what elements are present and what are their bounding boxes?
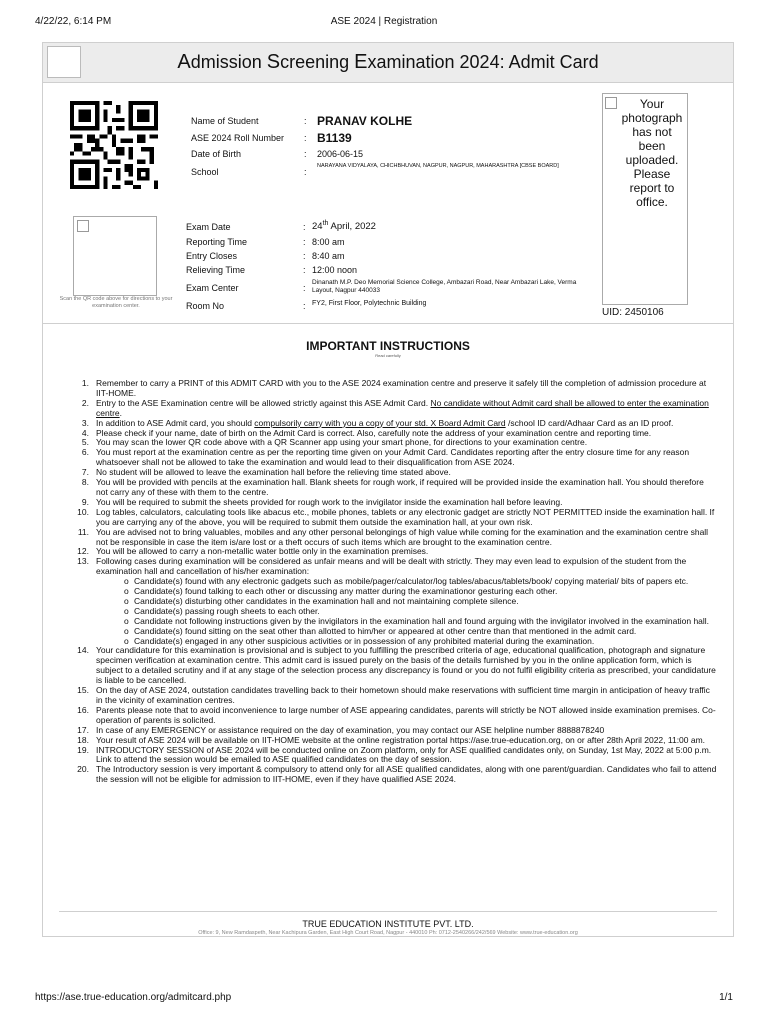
date-of-birth: 2006-06-15 <box>317 149 364 159</box>
unfair-means-list <box>96 577 717 646</box>
list-item: 12. You will be allowed to carry a non-metallic water bottle only in the examination premises. <box>77 546 429 557</box>
print-url[interactable]: https://ase.true-education.org/admitcard.php <box>35 992 232 1003</box>
list-item: 10. Log tables, calculators, calculating tools like abacus etc., mobile phones, tablets or any electronic gadget are strictly NOT PERMITTED inside the examination hall. If you are carrying any of the above, you will be required to submit them outside the examination hall, at your own risk. <box>77 506 715 527</box>
list-item: o Candidate(s) disturbing other candidates in the examination hall and not maintaining complete silence. <box>124 595 519 606</box>
print-page-number: 1/1 <box>719 992 733 1003</box>
entry-closes: 8:40 am <box>312 251 345 261</box>
roll-number: B1139 <box>317 131 352 145</box>
list-item: 18. Your result of ASE 2024 will be available on IIT-HOME website at the online registration portal https://ase.true-education.org, on or after 28th April 2022, 11:00 am. <box>77 734 706 745</box>
card-title: Admission Screening Examination 2024: Admit Card <box>177 51 599 73</box>
print-datetime: 4/22/22, 6:14 PM <box>35 16 112 27</box>
print-doc-title: ASE 2024 | Registration <box>330 16 438 27</box>
list-item: 14. Your candidature for this examination is provisional and is subject to you fulfilling the prescribed criteria of age, educational qualification, photograph and signature specimen verification at examination centre. This admit card is issued purely on the basis of the details furnished by you in the online application form, which is subject to a detailed scrutiny and if at any stage of the selection process any discrepancy is found or you do not fulfil eligibility criteria as prescribed, your candidature is liable to be cancelled. <box>77 645 716 686</box>
school-name: NARAYANA VIDYALAYA, CHICHBHUVAN, NAGPUR, NAGPUR, MAHARASHTRA [CBSE BOARD] <box>317 163 559 169</box>
uid: UID: 2450106 <box>602 307 664 318</box>
list-item: 8. You will be provided with pencils at the examination hall. Blank sheets for rough work, if required will be provided inside the examination hall. You should therefore not carry any of these with them to the centre. <box>81 477 704 497</box>
list-item: o Candidate(s) found sitting on the seat other than allotted to him/her or appeared at other centre than that mentioned in the admit card. <box>124 625 637 636</box>
list-item: 4. Please check if your name, date of birth on the Admit Card is correct. Also, carefully note the address of your examination centre and reporting time. <box>81 427 652 438</box>
list-item: o Candidate(s) passing rough sheets to each other. <box>124 605 320 616</box>
relieving-time: 12:00 noon <box>312 265 358 275</box>
print-header <box>35 16 733 30</box>
title-bar <box>43 43 733 83</box>
list-item: 6. You must report at the examination centre as per the reporting time given on your Admit Card. Candidates reporting after the entry closure time for any reason whatsoever shall not be allowed to take the examination and would lead to their disqualification from ASE 2024. <box>81 447 690 468</box>
instructions-subtitle: Read carefully <box>375 353 401 358</box>
row-school: School : NARAYANA VIDYALAYA, CHICHBHUVAN, NAGPUR, NAGPUR, MAHARASHTRA [CBSE BOARD] <box>191 163 591 181</box>
room-no: FY2, First Floor, Polytechnic Building <box>312 300 427 307</box>
exam-center: Dinanath M.P. Deo Memorial Science College, Ambazari Road, Near Ambazari Lake, Verma Layout, Nagpur 440033 <box>312 279 577 294</box>
broken-image-icon <box>605 97 617 109</box>
company-name: TRUE EDUCATION INSTITUTE PVT. LTD. <box>302 919 474 929</box>
list-item: 16. Parents please note that to avoid inconvenience to large number of ASE appearing candidates, parents will strictly be NOT allowed inside examination premises. Co-operation of parents is solicited. <box>77 704 716 725</box>
row-room: Room No : FY2, First Floor, Polytechnic Building <box>186 300 427 311</box>
list-item: 9. You will be required to submit the sheets provided for rough work to the invigilator inside the examination hall before leaving. <box>81 496 563 507</box>
qr-code <box>70 101 158 189</box>
list-item: o Candidate(s) found talking to each other or discussing any matter during the examinationor gesturing each other. <box>124 586 558 597</box>
row-name: Name of Student : PRANAV KOLHE <box>191 114 413 128</box>
row-roll: ASE 2024 Roll Number : B1139 <box>191 131 352 145</box>
row-entry: Entry Closes : 8:40 am <box>186 251 345 261</box>
divider <box>43 323 733 324</box>
list-item: 2. Entry to the ASE Examination centre will be allowed strictly against this ASE Admit Card. No candidate without Admit card shall be allowed to enter the examination centre. <box>81 397 709 418</box>
list-item: 17. In case of any EMERGENCY or assistance required on the day of examination, you may contact our ASE helpline number 8888878240 <box>77 724 605 735</box>
list-item: 11. You are advised not to bring valuables, mobiles and any other personal belongings of high value while coming for the examination and the examination centre shall not be responsible in case the item is/are lost or a theft occurs of such items which are brought to the examination centre. <box>77 526 709 547</box>
list-item: 15. On the day of ASE 2024, outstation candidates travelling back to their hometown should make reservations with sufficient time margin in anticipation of heavy traffic in the vicinity of examination centres. <box>77 685 710 705</box>
map-qr-image-placeholder <box>73 216 157 296</box>
row-dob: Date of Birth : 2006-06-15 <box>191 149 364 159</box>
list-item: 3. In addition to ASE Admit card, you should compulsorily carry with you a copy of your std. X Board Admit Card /school ID card/Adhaar Card as an ID proof. <box>81 417 674 428</box>
list-item: 20. The Introductory session is very important & compulsory to attend only for all ASE qualified candidates, along with one parent/guardian. Candidates who fail to attend the session will not be eligible for admission to IIT-HOME, even if they have qualified ASE 2024. <box>77 764 717 785</box>
broken-image-icon <box>77 220 89 232</box>
list-item: o Candidate(s) found with any electronic gadgets such as mobile/pager/calculator/log tables/abacus/tablets/book/ copying material/ bits of papers etc. <box>124 576 689 587</box>
row-center: Exam Center : Dinanath M.P. Deo Memorial Science College, Ambazari Road, Near Ambazari Lake, Verma Layout, Nagpur 440033 <box>186 279 596 297</box>
office-address: Office: 9, New Ramdaspeth, Near Kachipura Garden, East High Court Road, Nagpur - 440010 Ph: 0712-2540266/242/569 Website: www.true-education.org <box>198 930 578 936</box>
list-item: 19. INTRODUCTORY SESSION of ASE 2024 will be conducted online on Zoom platform, only for ASE qualified candidates only, on Sunday, 1st May, 2022 at 5:00 p.m. Link to attend the session would be emailed to ASE qualified candidates on the day of session. <box>77 744 712 765</box>
list-item: o Candidate not following instructions given by the invigilators in the examination hall and found arguing with the invigilator involved in the examination hall. <box>124 615 710 626</box>
list-item: 1. Remember to carry a PRINT of this ADMIT CARD with you to the ASE 2024 examination centre and preserve it safely till the completion of admission procedure at IIT-HOME. <box>81 378 707 398</box>
row-relieving: Relieving Time : 12:00 noon <box>186 265 358 275</box>
row-exam-date: Exam Date : 24th April, 2022 <box>186 220 376 233</box>
list-item: 5. You may scan the lower QR code above with a QR Scanner app using your smart phone, for directions to your examination centre. <box>81 437 588 448</box>
divider <box>59 911 717 912</box>
instructions-list <box>77 378 717 785</box>
list-item: 7. No student will be allowed to leave the examination hall before the relieving time stated above. <box>81 467 451 478</box>
scan-note: Scan the QR code above for directions to your examination center. <box>59 296 173 309</box>
row-reporting: Reporting Time : 8:00 am <box>186 237 345 247</box>
photo-placeholder: Your photograph has not been uploaded. Please report to office. <box>602 93 688 305</box>
exam-date: 24th April, 2022 <box>312 220 376 233</box>
admit-card <box>42 42 734 937</box>
print-footer <box>35 992 733 1006</box>
list-item: o Candidate(s) engaged in any other suspicious activities or in possession of any prohibited material during the examination. <box>124 635 595 646</box>
student-name: PRANAV KOLHE <box>317 114 413 128</box>
reporting-time: 8:00 am <box>312 237 345 247</box>
list-item: 13. Following cases during examination will be considered as unfair means and will be dealt with strictly. They may even lead to expulsion of the student from the examination hall and cancellation of his/her examination: o Candidate(s) found with any electronic gadgets such as mobile/pager/calculator/log tables/abacus/tablets/book/ copying material/ bits of papers etc. o Candidate(s) found talking to each other or discussing any matter during the examinationor gesturing each other. o Candidate(s) disturbing other candidates in the examination hall and not maintaining complete silence. o Candidate(s) passing rough sheets to each other. o Candidate not following instructions given by the invigilators in the examination hall and found arguing with the invigilator involved in the examination hall. o Candidate(s) found sitting on the seat other than allotted to him/her or appeared at other centre than that mentioned in the admit card. o Candidate(s) engaged in any other suspicious activities or in possession of any prohibited material during the examination. <box>92 557 717 646</box>
instructions-title: IMPORTANT INSTRUCTIONS <box>306 339 470 353</box>
